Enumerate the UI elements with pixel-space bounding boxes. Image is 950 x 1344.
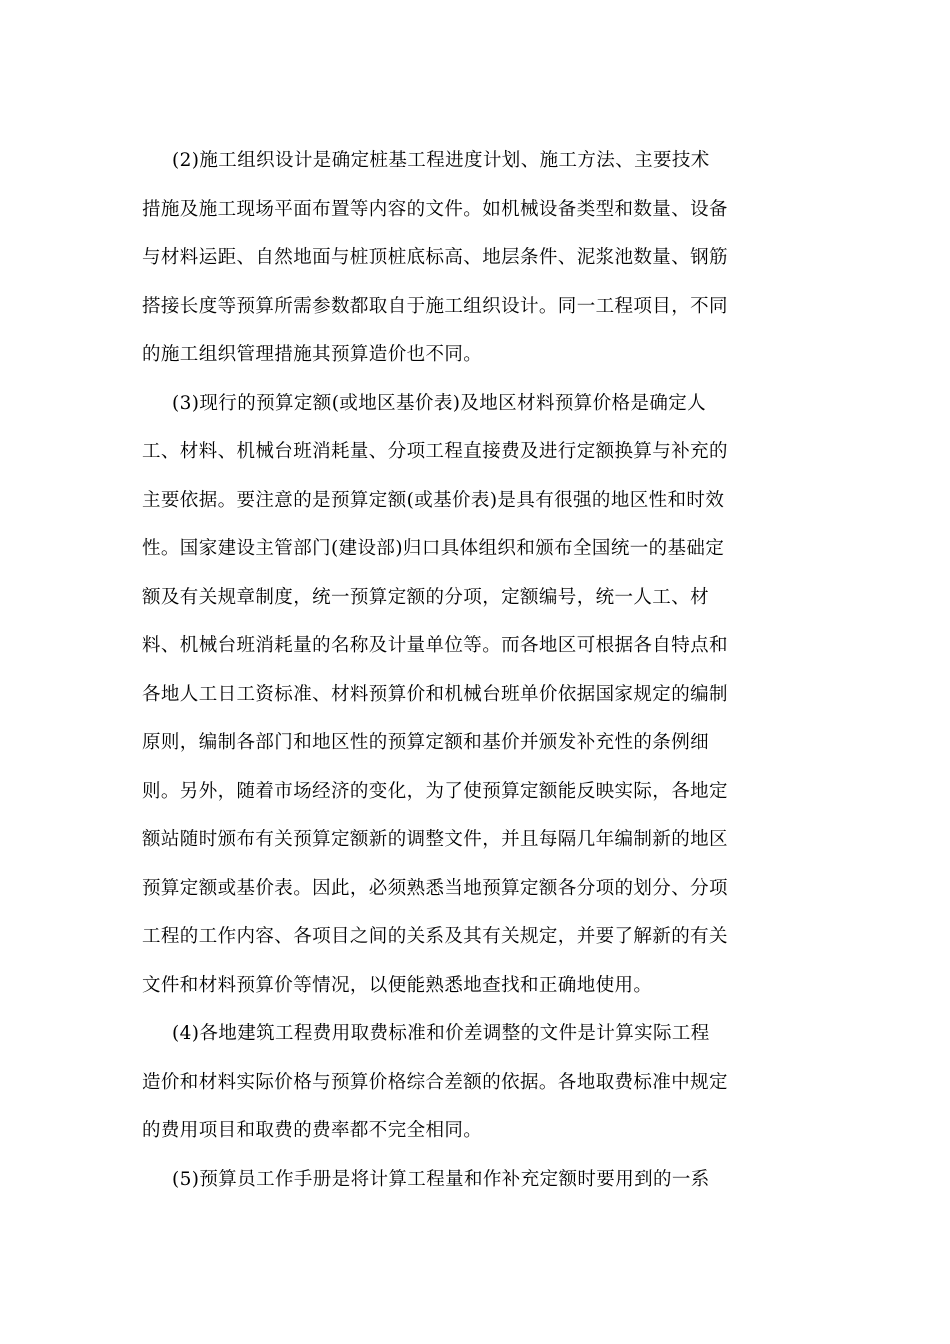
- text-line: (2)施工组织设计是确定桩基工程进度计划、施工方法、主要技术: [172, 150, 710, 171]
- text-line: 措施及施工现场平面布置等内容的文件。如机械设备类型和数量、设备: [142, 198, 728, 220]
- paragraph-3: [142, 380, 742, 1011]
- text-line: 造价和材料实际价格与预算价格综合差额的依据。各地取费标准中规定: [142, 1071, 728, 1093]
- text-line: 文件和材料预算价等情况，以便能熟悉地查找和正确地使用。: [142, 974, 653, 996]
- text-line: 工、材料、机械台班消耗量、分项工程直接费及进行定额换算与补充的: [142, 441, 728, 462]
- text-line: 额站随时颁布有关预算定额新的调整文件，并且每隔几年编制新的地区: [142, 829, 728, 850]
- text-line: 工程的工作内容、各项目之间的关系及其有关规定，并要了解新的有关: [142, 926, 728, 947]
- text-line: 原则，编制各部门和地区性的预算定额和基价并颁发补充性的条例细: [142, 732, 710, 753]
- text-line: 则。另外，随着市场经济的变化，为了使预算定额能反映实际，各地定: [142, 780, 728, 802]
- text-line: 与材料运距、自然地面与桩顶桩底标高、地层条件、泥浆池数量、钢筋: [142, 247, 728, 268]
- text-line: (3)现行的预算定额(或地区基价表)及地区材料预算价格是确定人: [172, 392, 707, 414]
- text-line: 的施工组织管理措施其预算造价也不同。: [142, 344, 483, 365]
- document-page: [142, 137, 742, 1204]
- text-line: 各地人工日工资标准、材料预算价和机械台班单价依据国家规定的编制: [142, 683, 728, 705]
- text-line: 的费用项目和取费的费率都不完全相同。: [142, 1120, 483, 1141]
- text-line: 额及有关规章制度，统一预算定额的分项，定额编号，统一人工、材: [142, 586, 710, 608]
- text-line: 主要依据。要注意的是预算定额(或基价表)是具有很强的地区性和时效: [142, 489, 725, 511]
- text-line: (5)预算员工作手册是将计算工程量和作补充定额时要用到的一系: [172, 1168, 710, 1190]
- paragraph-4: [142, 1010, 742, 1156]
- text-line: 性。国家建设主管部门(建设部)归口具体组织和颁布全国统一的基础定: [142, 538, 725, 559]
- text-line: 搭接长度等预算所需参数都取自于施工组织设计。同一工程项目，不同: [142, 295, 728, 317]
- text-line: (4)各地建筑工程费用取费标准和价差调整的文件是计算实际工程: [172, 1023, 710, 1044]
- paragraph-2: [142, 137, 742, 380]
- text-line: 预算定额或基价表。因此，必须熟悉当地预算定额各分项的划分、分项: [142, 877, 728, 899]
- text-line: 料、机械台班消耗量的名称及计量单位等。而各地区可根据各自特点和: [142, 635, 728, 656]
- paragraph-5: [142, 1156, 742, 1205]
